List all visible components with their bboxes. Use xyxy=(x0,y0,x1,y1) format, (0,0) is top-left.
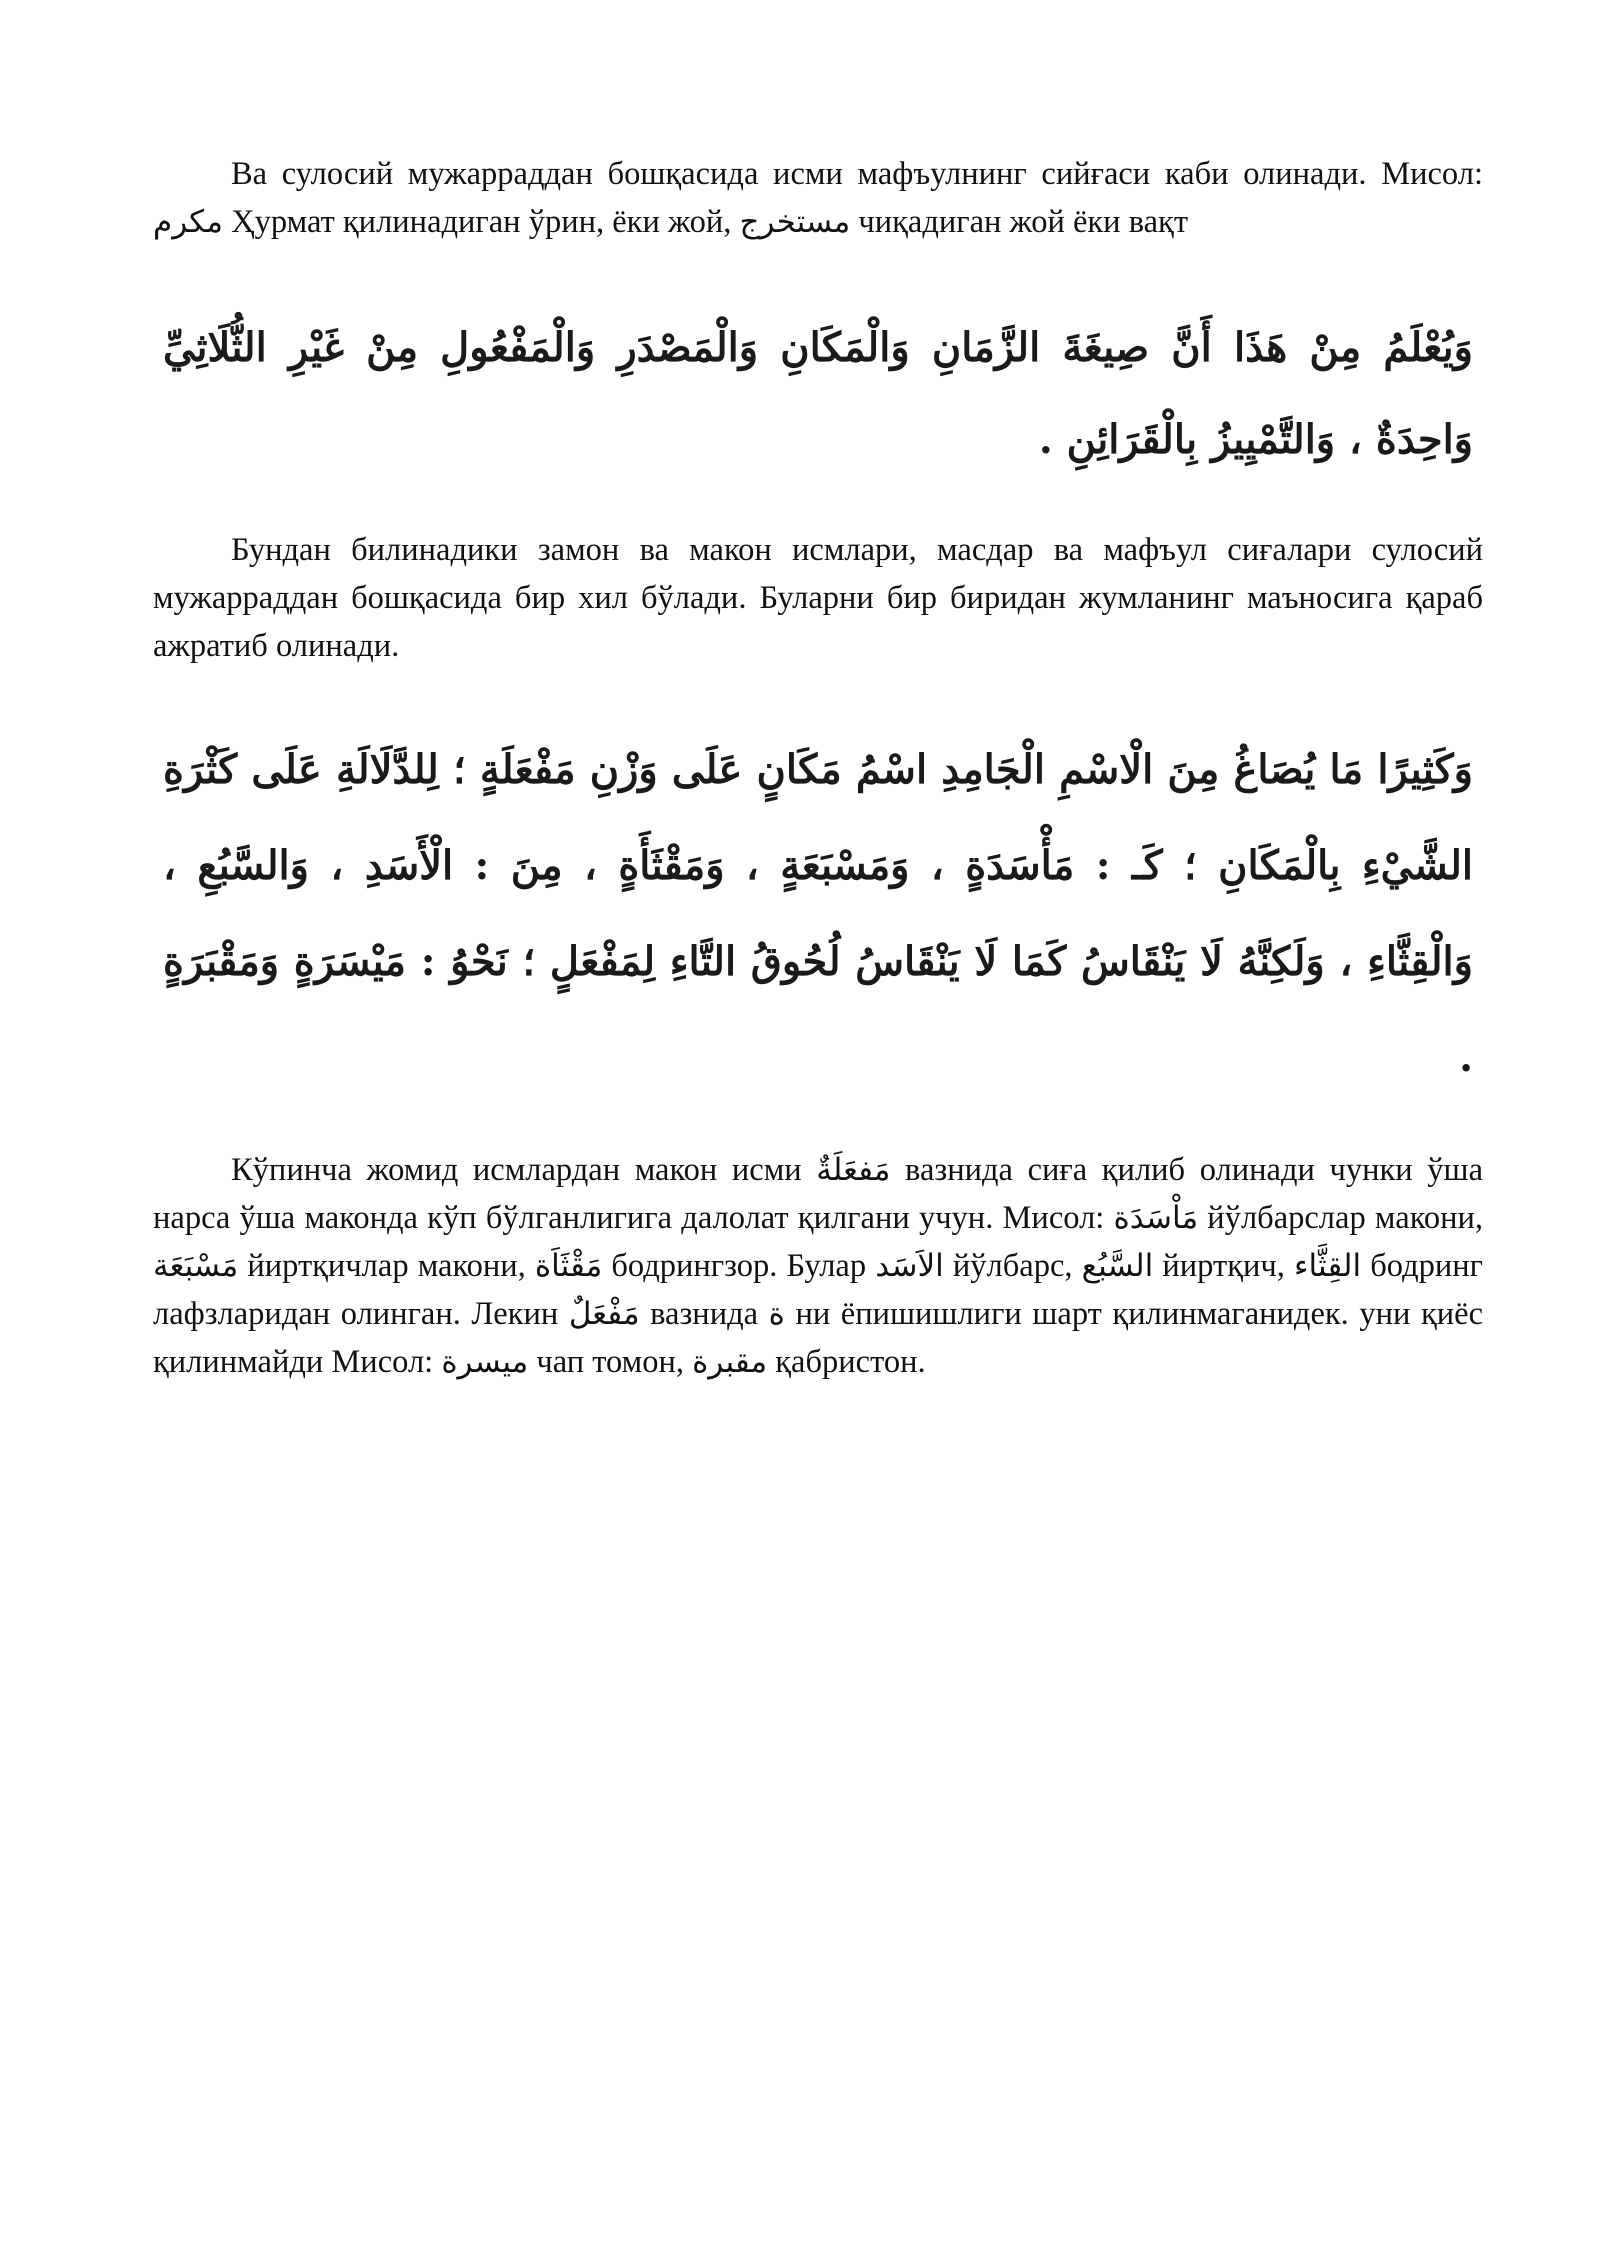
para3-text-4: йиртқичлар макони, xyxy=(238,1248,535,1284)
para3-text-1: Кўпинча жомид исмлардан макон исми xyxy=(231,1152,817,1188)
document-page xyxy=(153,150,1483,1386)
para3-text-9: вазнида xyxy=(639,1296,769,1332)
arabic-quote-1: وَيُعْلَمُ مِنْ هَذَا أَنَّ صِيغَةَ الزَّمَانِ وَالْمَكَانِ وَالْمَصْدَرِ وَالْمَفْعُولِ مِنْ غَيْرِ الثُّلَاثِيِّ وَاحِدَةٌ ، وَالتَّمْيِيزُ بِالْقَرَائِنِ . xyxy=(163,324,1473,463)
para3-arabic-3: مَسْبَعَة xyxy=(153,1248,239,1284)
para3-text-12: қабристон. xyxy=(767,1344,926,1380)
para3-arabic-7: القِثَّاء xyxy=(1293,1248,1362,1284)
para3-arabic-2: مَاْسَدَة xyxy=(1113,1200,1199,1236)
para3-arabic-5: الاَسَد xyxy=(875,1248,944,1284)
para1-text-2: Ҳурмат қилинадиган ўрин, ёки жой, xyxy=(223,204,740,240)
paragraph-3 xyxy=(153,1146,1483,1386)
para3-text-5: бодрингзор. Булар xyxy=(602,1248,876,1284)
para1-text-1: Ва сулосий мужарраддан бошқасида исми мафъулнинг сийғаси каби олинади. Мисол: xyxy=(231,156,1483,192)
para3-arabic-9: ة xyxy=(768,1296,785,1332)
paragraph-2: Бундан билинадики замон ва макон исмлари, масдар ва мафъул сиғалари сулосий мужарраддан бошқасида бир хил бўлади. Буларни бир биридан жумланинг маъносига қараб ажратиб олинади. xyxy=(153,532,1483,664)
para3-text-7: йиртқич, xyxy=(1153,1248,1294,1284)
para3-arabic-6: السَّبُع xyxy=(1081,1248,1154,1284)
para3-text-6: йўлбарс, xyxy=(943,1248,1082,1284)
para3-arabic-10: ميسرة xyxy=(441,1344,529,1380)
para1-arabic-mukram: مكرم xyxy=(153,204,224,240)
para3-text-8: бодринг лафзларидан олинган. Лекин xyxy=(153,1248,1483,1332)
para3-text-3: йўлбарслар макони, xyxy=(1198,1200,1483,1236)
para3-text-10: ни ёпишишлиги шарт қилинмаганидек. уни қиёс қилинмайди Мисол: xyxy=(153,1296,1483,1380)
paragraph-1 xyxy=(153,150,1483,246)
para1-text-3: чиқадиган жой ёки вақт xyxy=(850,204,1189,240)
arabic-quote-2: وَكَثِيرًا مَا يُصَاغُ مِنَ الْاسْمِ الْجَامِدِ اسْمُ مَكَانٍ عَلَى وَزْنِ مَفْعَلَةٍ ؛ لِلدَّلَالَةِ عَلَى كَثْرَةِ الشَّيْءِ بِالْمَكَانِ ؛ كَـ : مَأْسَدَةٍ ، وَمَسْبَعَةٍ ، وَمَقْثَأَةٍ ، مِنَ : الْأَسَدِ ، وَالسَّبُعِ ، وَالْقِثَّاءِ ، وَلَكِنَّهُ لَا يَنْقَاسُ كَمَا لَا يَنْقَاسُ لُحُوقُ التَّاءِ لِمَفْعَلٍ ؛ نَحْوُ : مَيْسَرَةٍ وَمَقْبَرَةٍ . xyxy=(163,746,1474,1081)
para3-arabic-11: مقبرة xyxy=(692,1344,768,1380)
para3-arabic-1: مَفعَلَةٌ xyxy=(816,1152,891,1188)
para3-arabic-8: مَفْعَلٌ xyxy=(568,1296,640,1332)
para3-text-11: чап томон, xyxy=(528,1344,693,1380)
para3-arabic-4: مَقْثَاَة xyxy=(534,1248,603,1284)
para1-arabic-mustakhraj: مستخرج xyxy=(739,204,851,240)
para3-text-2: вазнида сиға қилиб олинади чунки ўша нарса ўша маконда кўп бўлганлигига далолат қилгани учун. Мисол: xyxy=(153,1152,1483,1236)
